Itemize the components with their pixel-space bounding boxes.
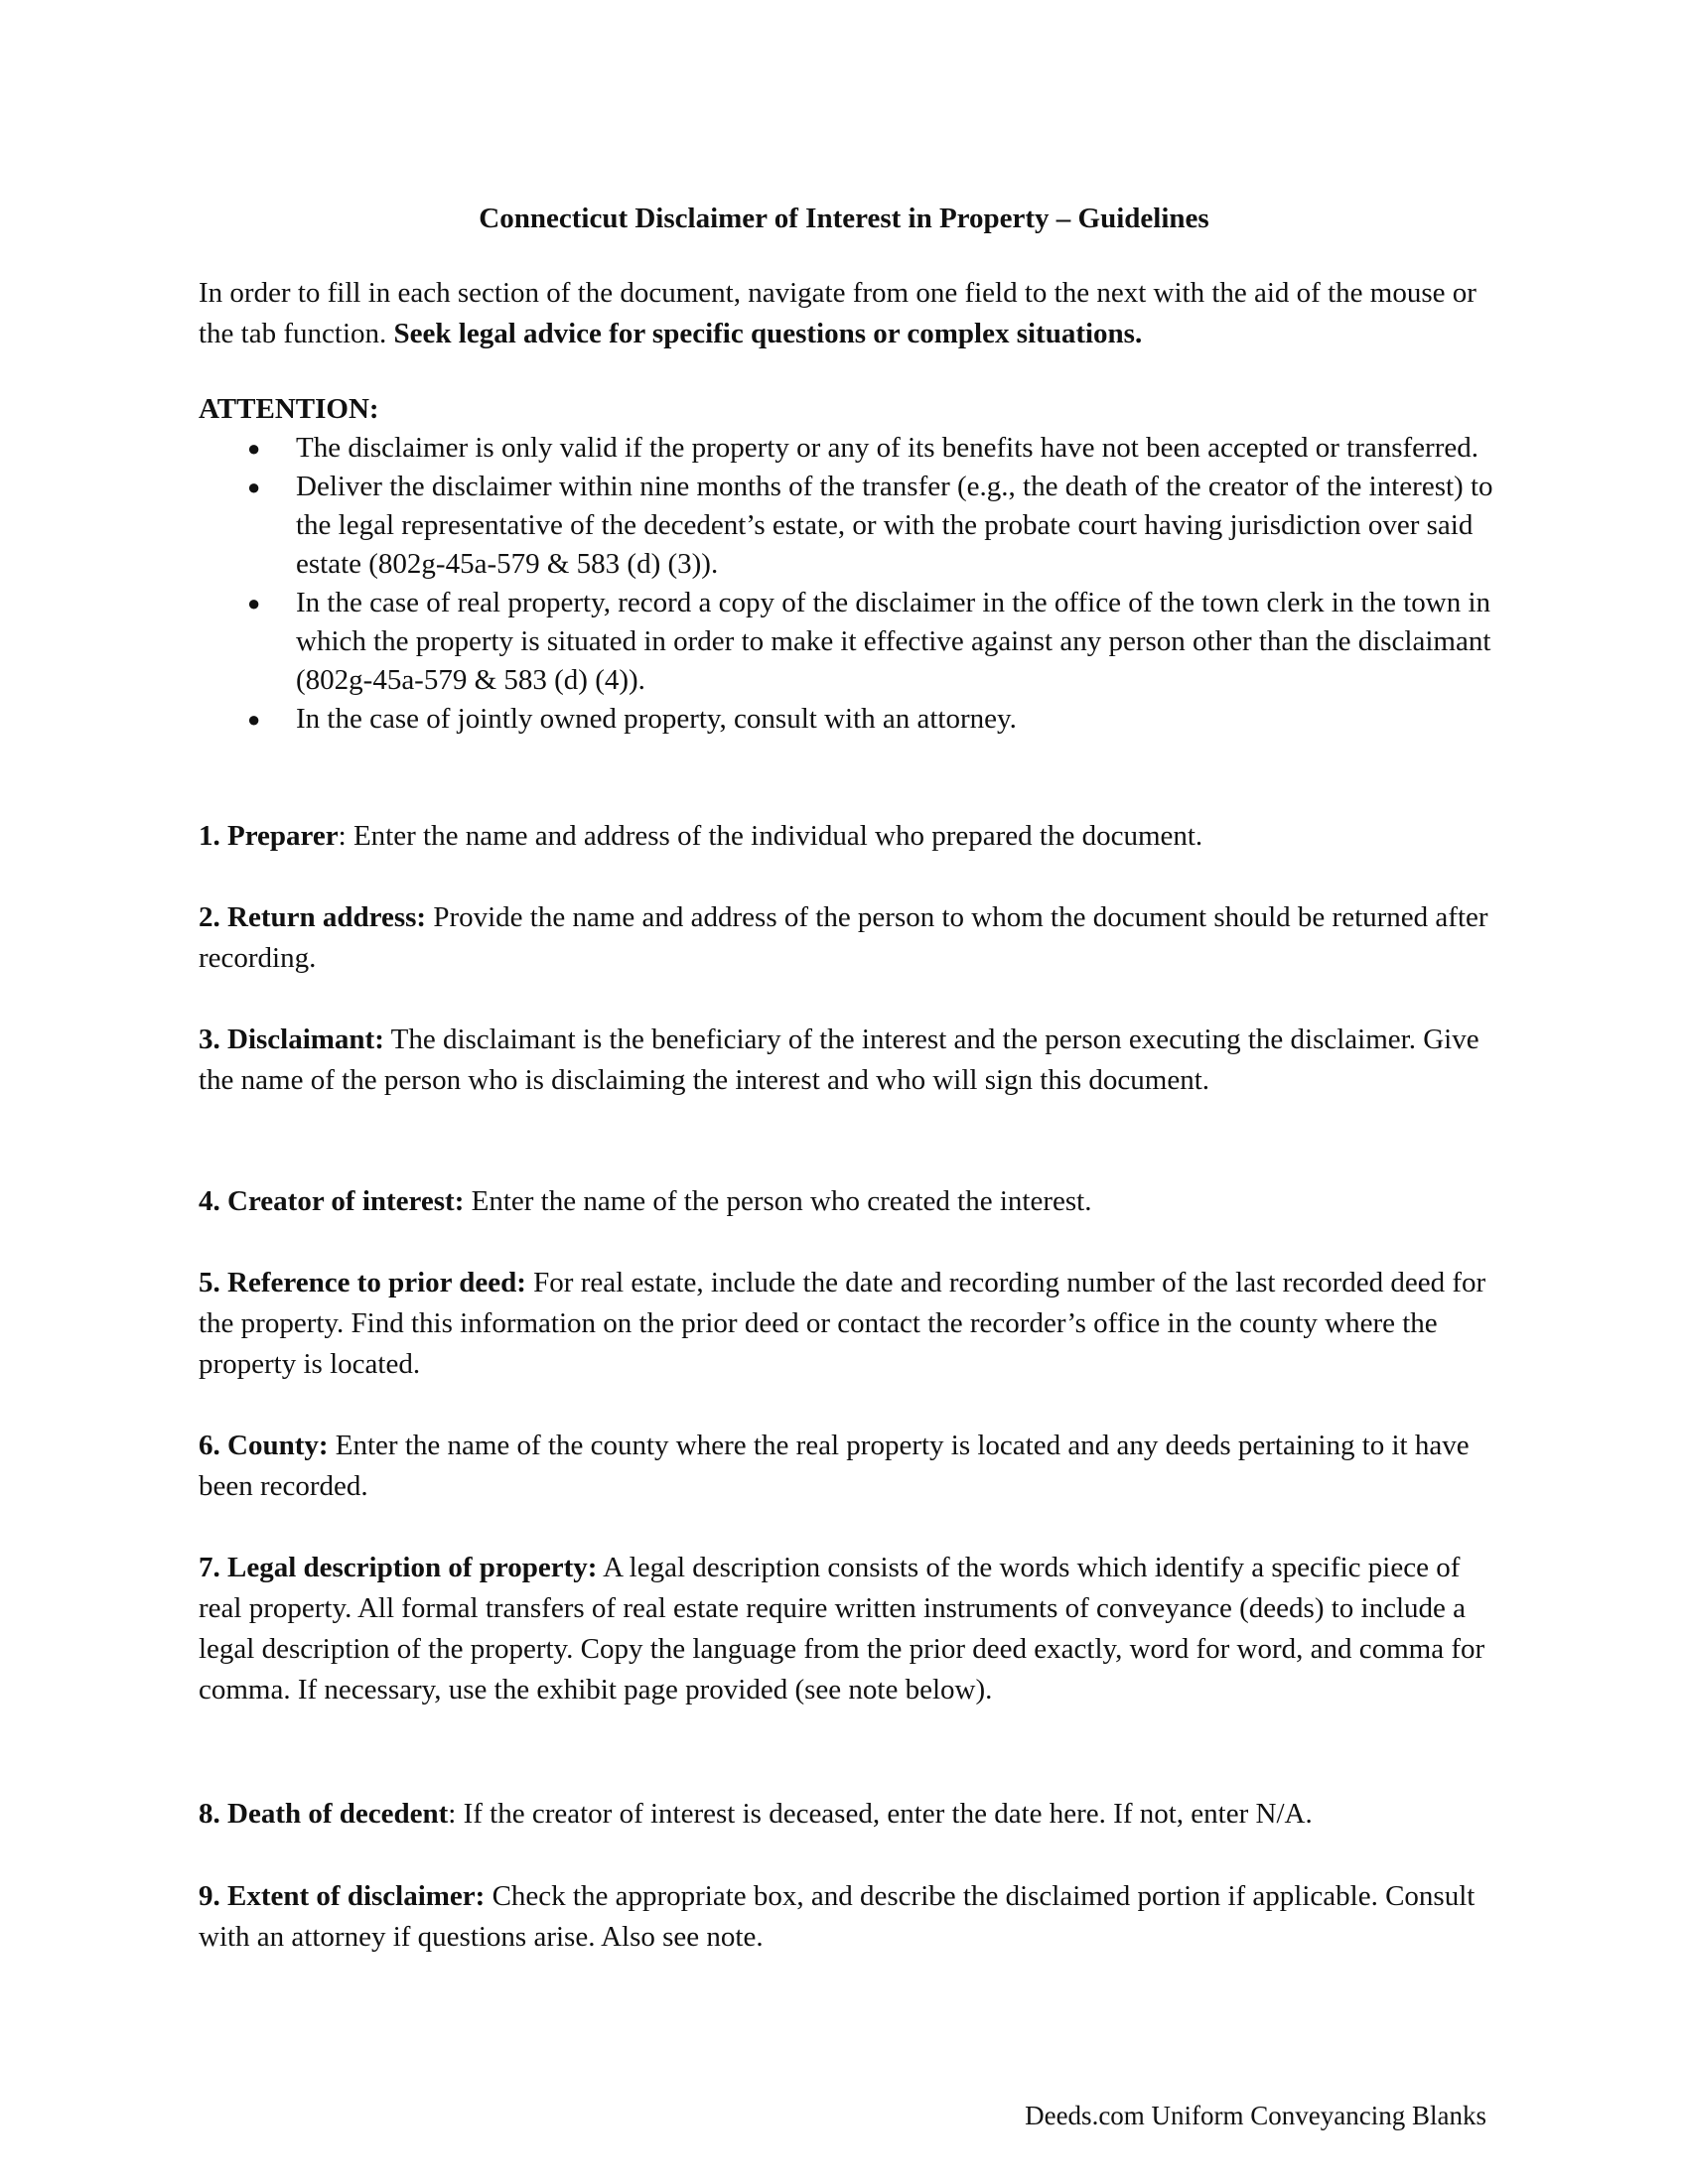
section-separator xyxy=(485,1880,492,1912)
section-label: 5. Reference to prior deed: xyxy=(199,1267,526,1298)
section-label: 8. Death of decedent xyxy=(199,1798,449,1830)
section-prior-deed xyxy=(199,1263,1509,1385)
section-label: 3. Disclaimant: xyxy=(199,1024,384,1055)
section-text: A legal description consists of the words which identify a specific piece of real property. All formal transfers of real estate require written instruments of conveyance (deeds) to include a legal description of the property. Copy the language from the prior deed exactly, word for word, and comma for comma. If necessary, use the exhibit page provided (see note below). xyxy=(199,1552,1485,1706)
section-text: Enter the name of the person who created the interest. xyxy=(471,1185,1092,1217)
attention-item xyxy=(199,700,1509,739)
intro-bold-text: Seek legal advice for specific questions or complex situations. xyxy=(393,318,1143,349)
intro-paragraph xyxy=(199,273,1509,354)
section-text: If the creator of interest is deceased, enter the date here. If not, enter N/A. xyxy=(463,1798,1313,1830)
section-return-address xyxy=(199,897,1509,979)
section-disclaimant xyxy=(199,1020,1509,1101)
page-footer: Deeds.com Uniform Conveyancing Blanks xyxy=(1025,2101,1486,2130)
attention-item xyxy=(199,468,1509,584)
section-creator-of-interest xyxy=(199,1181,1509,1222)
section-text: Provide the name and address of the person to whom the document should be returned after recording. xyxy=(199,901,1488,974)
section-separator xyxy=(329,1430,336,1461)
section-preparer xyxy=(199,816,1509,857)
attention-heading: ATTENTION: xyxy=(199,393,379,425)
section-text: Enter the name of the county where the real property is located and any deeds pertaining to it have been recorded. xyxy=(199,1430,1470,1502)
attention-item xyxy=(199,584,1509,700)
section-text: For real estate, include the date and recording number of the last recorded deed for the property. Find this information on the prior deed or contact the recorder’s office in the county where the property is located. xyxy=(199,1267,1486,1380)
section-text: Check the appropriate box, and describe the disclaimed portion if applicable. Consult with an attorney if questions arise. Also see note. xyxy=(199,1880,1476,1953)
attention-item-text: The disclaimer is only valid if the property or any of its benefits have not been accepted or transferred. xyxy=(296,432,1478,464)
section-text: The disclaimant is the beneficiary of the interest and the person executing the disclaimer. Give the name of the person who is disclaiming the interest and who will sign this document. xyxy=(199,1024,1479,1096)
section-separator xyxy=(464,1185,471,1217)
section-label: 6. County: xyxy=(199,1430,329,1461)
bullet-icon: ● xyxy=(247,591,261,615)
section-text: Enter the name and address of the individual who prepared the document. xyxy=(352,820,1203,852)
document-title: Connecticut Disclaimer of Interest in Property – Guidelines xyxy=(479,203,1209,234)
attention-item xyxy=(199,429,1509,468)
section-death-of-decedent xyxy=(199,1794,1509,1835)
section-label: 7. Legal description of property: xyxy=(199,1552,598,1583)
section-label: 9. Extent of disclaimer: xyxy=(199,1880,486,1912)
section-label: 1. Preparer xyxy=(199,820,339,852)
section-extent-of-disclaimer xyxy=(199,1876,1509,1958)
attention-list xyxy=(199,429,1509,739)
attention-item-text: In the case of real property, record a copy of the disclaimer in the office of the town clerk in the town in which the property is situated in order to make it effective against any person other than the disclaimant (802g-45a-579 & 583 (d) (4)). xyxy=(296,587,1491,696)
attention-item-text: Deliver the disclaimer within nine months of the transfer (e.g., the death of the creator of the interest) to the legal representative of the decedent’s estate, or with the probate court having jurisdiction over said estate (802g-45a-579 & 583 (d) (3)). xyxy=(296,471,1493,580)
bullet-icon: ● xyxy=(247,436,261,461)
section-separator: : xyxy=(448,1798,464,1830)
intro-text: In order to fill in each section of the document, navigate from one field to the next with the aid of the mouse or the tab function. xyxy=(199,277,1477,349)
section-separator xyxy=(384,1024,391,1055)
attention-item-text: In the case of jointly owned property, consult with an attorney. xyxy=(296,703,1017,735)
bullet-icon: ● xyxy=(247,475,261,499)
section-label: 2. Return address: xyxy=(199,901,427,933)
section-label: 4. Creator of interest: xyxy=(199,1185,465,1217)
section-legal-description xyxy=(199,1548,1509,1710)
section-county xyxy=(199,1426,1509,1507)
bullet-icon: ● xyxy=(247,707,261,732)
section-separator: : xyxy=(338,820,353,852)
